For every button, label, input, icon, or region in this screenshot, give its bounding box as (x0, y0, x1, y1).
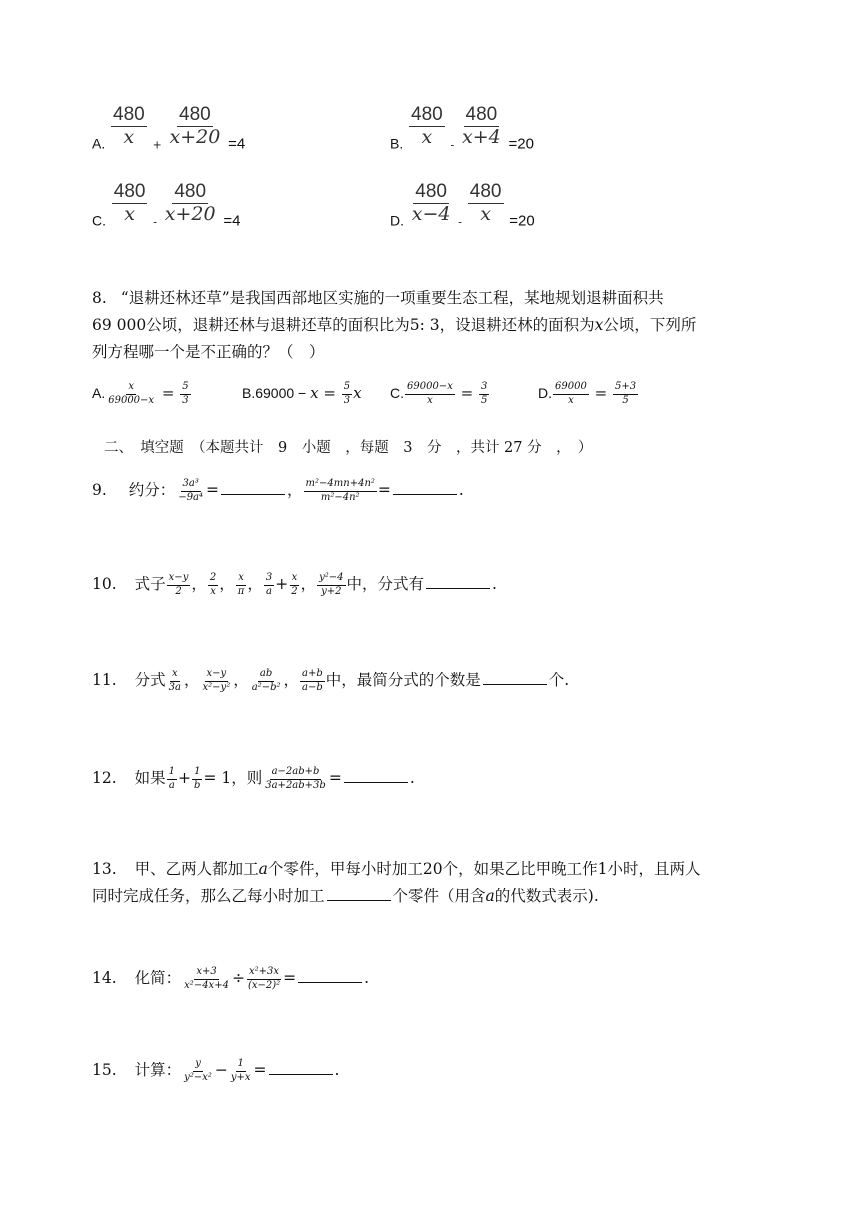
question-10: 10. 式子 $\frac{x-y}{2}$ ， $\frac{2}{x}$ ， $\frac{x}{\pi}$ ， $\frac{3}{a}$ + $\frac{x}{2}$ ， $\frac{\text{y²−4}}{y+2}$ 中，分式有 . (92, 572, 497, 597)
answer-blank (298, 981, 362, 983)
question-15: 15. 计算： $\frac{y}{\text{y²−x²}}$ − $\frac{1}{y+x}$ = . (92, 1058, 340, 1083)
fraction: $\frac{\text{3a³}}{\text{−9a⁴}}$ (178, 478, 204, 503)
question-13-line2: 同时完成任务，那么乙每小时加工 个零件（用含a的代数式表示). (92, 887, 599, 905)
fraction: $\frac{1}{b}$ (194, 766, 201, 791)
q8-option-a: A. $\frac{x}{69000-x}$ = $\frac{5}{3}$ (92, 381, 189, 406)
question-11: 11. 分式 $\frac{x}{3a}$ ， $\frac{x-y}{\text{x²−y²}}$ ， $\frac{ab}{\text{a²−b²}}$ ， $\frac{a+b}{a-b}$ 中，最简分式的个数是 个. (92, 668, 570, 693)
answer-blank (327, 899, 391, 901)
fraction: $\frac{\text{y²−4}}{y+2}$ (319, 572, 344, 597)
fraction: $\frac{69000}{x}$ (555, 381, 587, 406)
question-number: 14. (92, 969, 117, 987)
question-number: 11. (92, 671, 117, 689)
fraction: $\frac{480}{x+20}$ (169, 104, 221, 148)
fraction: $\frac{1}{a}$ (168, 766, 176, 791)
question-number: 13. (92, 860, 117, 878)
fraction: $\frac{a+b}{a-b}$ (302, 668, 323, 693)
option-label: C. (92, 212, 106, 229)
option-label: D. (390, 212, 404, 229)
fraction: $\frac{5}{3}$ (343, 381, 351, 406)
q7-option-a: A. $\frac{480}{x}$ $_+$ $\frac{480}{x+20}$ =4 (92, 104, 246, 153)
option-label: B. (390, 135, 404, 152)
fraction: $\frac{\text{m²−4mn+4n²}}{\text{m²−4n²}}$ (305, 478, 375, 503)
fraction: $\frac{480}{x}$ (469, 181, 502, 225)
question-number: 12. (92, 769, 117, 787)
q7-option-b: B. $\frac{480}{x}$ $_-$ $\frac{480}{x+4}$ =20 (390, 104, 534, 153)
q8-line1: 8. “退耕还林还草”是我国西部地区实施的一项重要生态工程，某地规划退耕面积共 (92, 289, 664, 307)
fraction: $\frac{y}{\text{y²−x²}}$ (184, 1058, 212, 1083)
fraction: $\frac{480}{x}$ (113, 181, 146, 225)
question-12: 12. 如果 $\frac{1}{a}$ + $\frac{1}{b}$ = 1，则 $\frac{a-2ab+b}{3a+2ab+3b}$ = . (92, 766, 415, 791)
fraction: $\frac{2}{x}$ (209, 572, 217, 597)
fraction: $\frac{x}{\pi}$ (237, 572, 245, 597)
answer-blank (221, 493, 285, 495)
fraction: $\frac{x}{2}$ (291, 572, 298, 597)
fraction: $\frac{x}{69000-x}$ (108, 381, 155, 406)
answer-blank (344, 781, 408, 783)
fraction: $\frac{x-y}{\text{x²−y²}}$ (202, 668, 231, 693)
fraction: $\frac{x+3}{\text{x²−4x+4}}$ (184, 966, 229, 991)
question-9: 9. 约分： $\frac{\text{3a³}}{\text{−9a⁴}}$ = ， $\frac{\text{m²−4mn+4n²}}{\text{m²−4n²}}$ = . (92, 478, 464, 503)
q7-option-c: C. $\frac{480}{x}$ $_-$ $\frac{480}{x+20}$ =4 (92, 181, 241, 230)
answer-blank (393, 493, 457, 495)
q8-line2: 69 000公顷，退耕还林与退耕还草的面积比为5: 3，设退耕还林的面积为x公顷，下列所 (92, 316, 697, 334)
fraction: $\frac{x-y}{2}$ (168, 572, 189, 597)
option-label: A. (92, 135, 106, 152)
question-number: 15. (92, 1061, 117, 1079)
fraction: $\frac{5+3}{5}$ (614, 381, 637, 406)
fraction: $\frac{480}{x-4}$ (411, 181, 451, 225)
fraction: $\frac{480}{x+20}$ (164, 181, 216, 225)
fraction: $\frac{480}{x}$ (411, 104, 443, 148)
fraction: $\frac{480}{x+4}$ (462, 104, 501, 148)
fraction: $\frac{ab}{\text{a²−b²}}$ (251, 668, 281, 693)
answer-blank (426, 587, 490, 589)
fraction: $\frac{480}{x}$ (113, 104, 145, 148)
fraction: $\frac{69000-x}{x}$ (407, 381, 453, 406)
q8-option-b: B.69000 − x = $\frac{5}{3}$ x (242, 381, 362, 406)
fraction: $\frac{3}{a}$ (265, 572, 273, 597)
question-number: 9. (92, 481, 107, 499)
question-14: 14. 化简： $\frac{x+3}{\text{x²−4x+4}}$ ÷ $\frac{\text{x²+3x}}{\text{(x−2)²}}$ = . (92, 966, 370, 991)
fraction: $\frac{a-2ab+b}{3a+2ab+3b}$ (265, 766, 326, 791)
question-13-line1: 13. 甲、乙两人都加工a个零件，甲每小时加工20个，如果乙比甲晚工作1小时，且两人 (92, 860, 701, 878)
fraction: $\frac{x}{3a}$ (168, 668, 181, 693)
answer-blank (483, 683, 547, 685)
question-number: 8. (92, 289, 107, 307)
section-heading: 二、 填空题 （本题共计 9 小题 ，每题 3 分 ，共计 27 分 ， ） (104, 440, 593, 456)
fraction: $\frac{5}{3}$ (182, 381, 189, 406)
fraction: $\frac{3}{5}$ (480, 381, 488, 406)
q8-option-d: D. $\frac{69000}{x}$ = $\frac{5+3}{5}$ (538, 381, 637, 406)
q7-option-d: D. $\frac{480}{x-4}$ $_-$ $\frac{480}{x}$ =20 (390, 181, 535, 230)
q8-line3: 列方程哪一个是不正确的？（ ） (92, 343, 325, 361)
fraction: $\frac{\text{x²+3x}}{\text{(x−2)²}}$ (247, 966, 281, 991)
fraction: $\frac{1}{y+x}$ (230, 1058, 251, 1083)
question-number: 10. (92, 575, 117, 593)
answer-blank (269, 1073, 333, 1075)
q8-option-c: C. $\frac{69000-x}{x}$ = $\frac{3}{5}$ (390, 381, 488, 406)
